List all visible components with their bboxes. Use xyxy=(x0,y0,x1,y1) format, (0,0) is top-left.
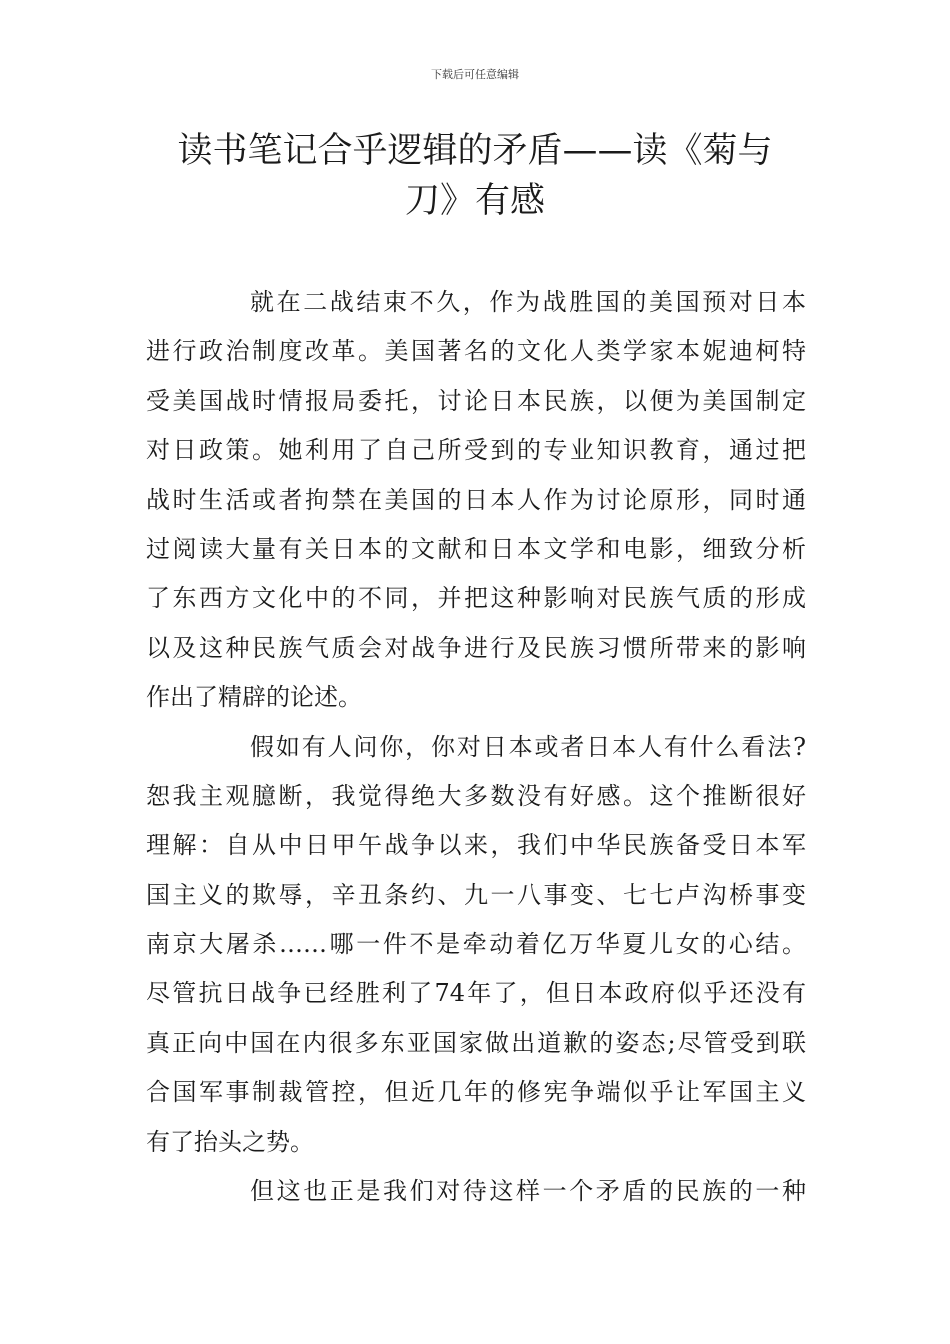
title-line-2: 刀》有感 xyxy=(404,181,545,221)
text-line: 战时生活或者拘禁在美国的日本人作为讨论原形，同时通 xyxy=(146,485,806,514)
text-line: 尽管抗日战争已经胜利了74年了，但日本政府似乎还没有 xyxy=(146,979,806,1008)
text-line: 作出了精辟的论述。 xyxy=(146,683,362,712)
paragraph-1 xyxy=(146,278,806,723)
text-line: 了东西方文化中的不同，并把这种影响对民族气质的形成 xyxy=(146,584,806,613)
text-line: 但这也正是我们对待这样一个矛盾的民族的一种 xyxy=(250,1177,806,1206)
text-line: 恕我主观臆断，我觉得绝大多数没有好感。这个推断很好 xyxy=(146,781,806,810)
title-line-1: 读书笔记合乎逻辑的矛盾——读《菊与 xyxy=(177,131,773,171)
text-line: 假如有人问你，你对日本或者日本人有什么看法? xyxy=(250,732,806,761)
header-note: 下载后可任意编辑 xyxy=(431,68,519,81)
text-line: 真正向中国在内很多东亚国家做出道歉的姿态;尽管受到联 xyxy=(146,1028,806,1057)
text-line: 理解：自从中日甲午战争以来，我们中华民族备受日本军 xyxy=(146,831,806,860)
text-line: 对日政策。她利用了自己所受到的专业知识教育，通过把 xyxy=(146,436,806,465)
text-line: 国主义的欺辱，辛丑条约、九一八事变、七七卢沟桥事变 xyxy=(146,880,806,909)
document-title xyxy=(150,126,800,226)
document-body xyxy=(146,278,806,1216)
text-line: 以及这种民族气质会对战争进行及民族习惯所带来的影响 xyxy=(146,633,806,662)
text-line: 有了抬头之势。 xyxy=(146,1127,314,1156)
text-line: 受美国战时情报局委托，讨论日本民族，以便为美国制定 xyxy=(146,386,806,415)
text-line: 进行政治制度改革。美国著名的文化人类学家本妮迪柯特 xyxy=(146,337,806,366)
paragraph-2 xyxy=(146,723,806,1168)
text-line: 合国军事制裁管控，但近几年的修宪争端似乎让军国主义 xyxy=(146,1078,806,1107)
text-line: 就在二战结束不久，作为战胜国的美国预对日本 xyxy=(250,288,806,316)
paragraph-3 xyxy=(146,1167,806,1216)
text-line: 过阅读大量有关日本的文献和日本文学和电影，细致分析 xyxy=(146,534,806,563)
text-line: 南京大屠杀……哪一件不是牵动着亿万华夏儿女的心结。 xyxy=(146,930,806,959)
